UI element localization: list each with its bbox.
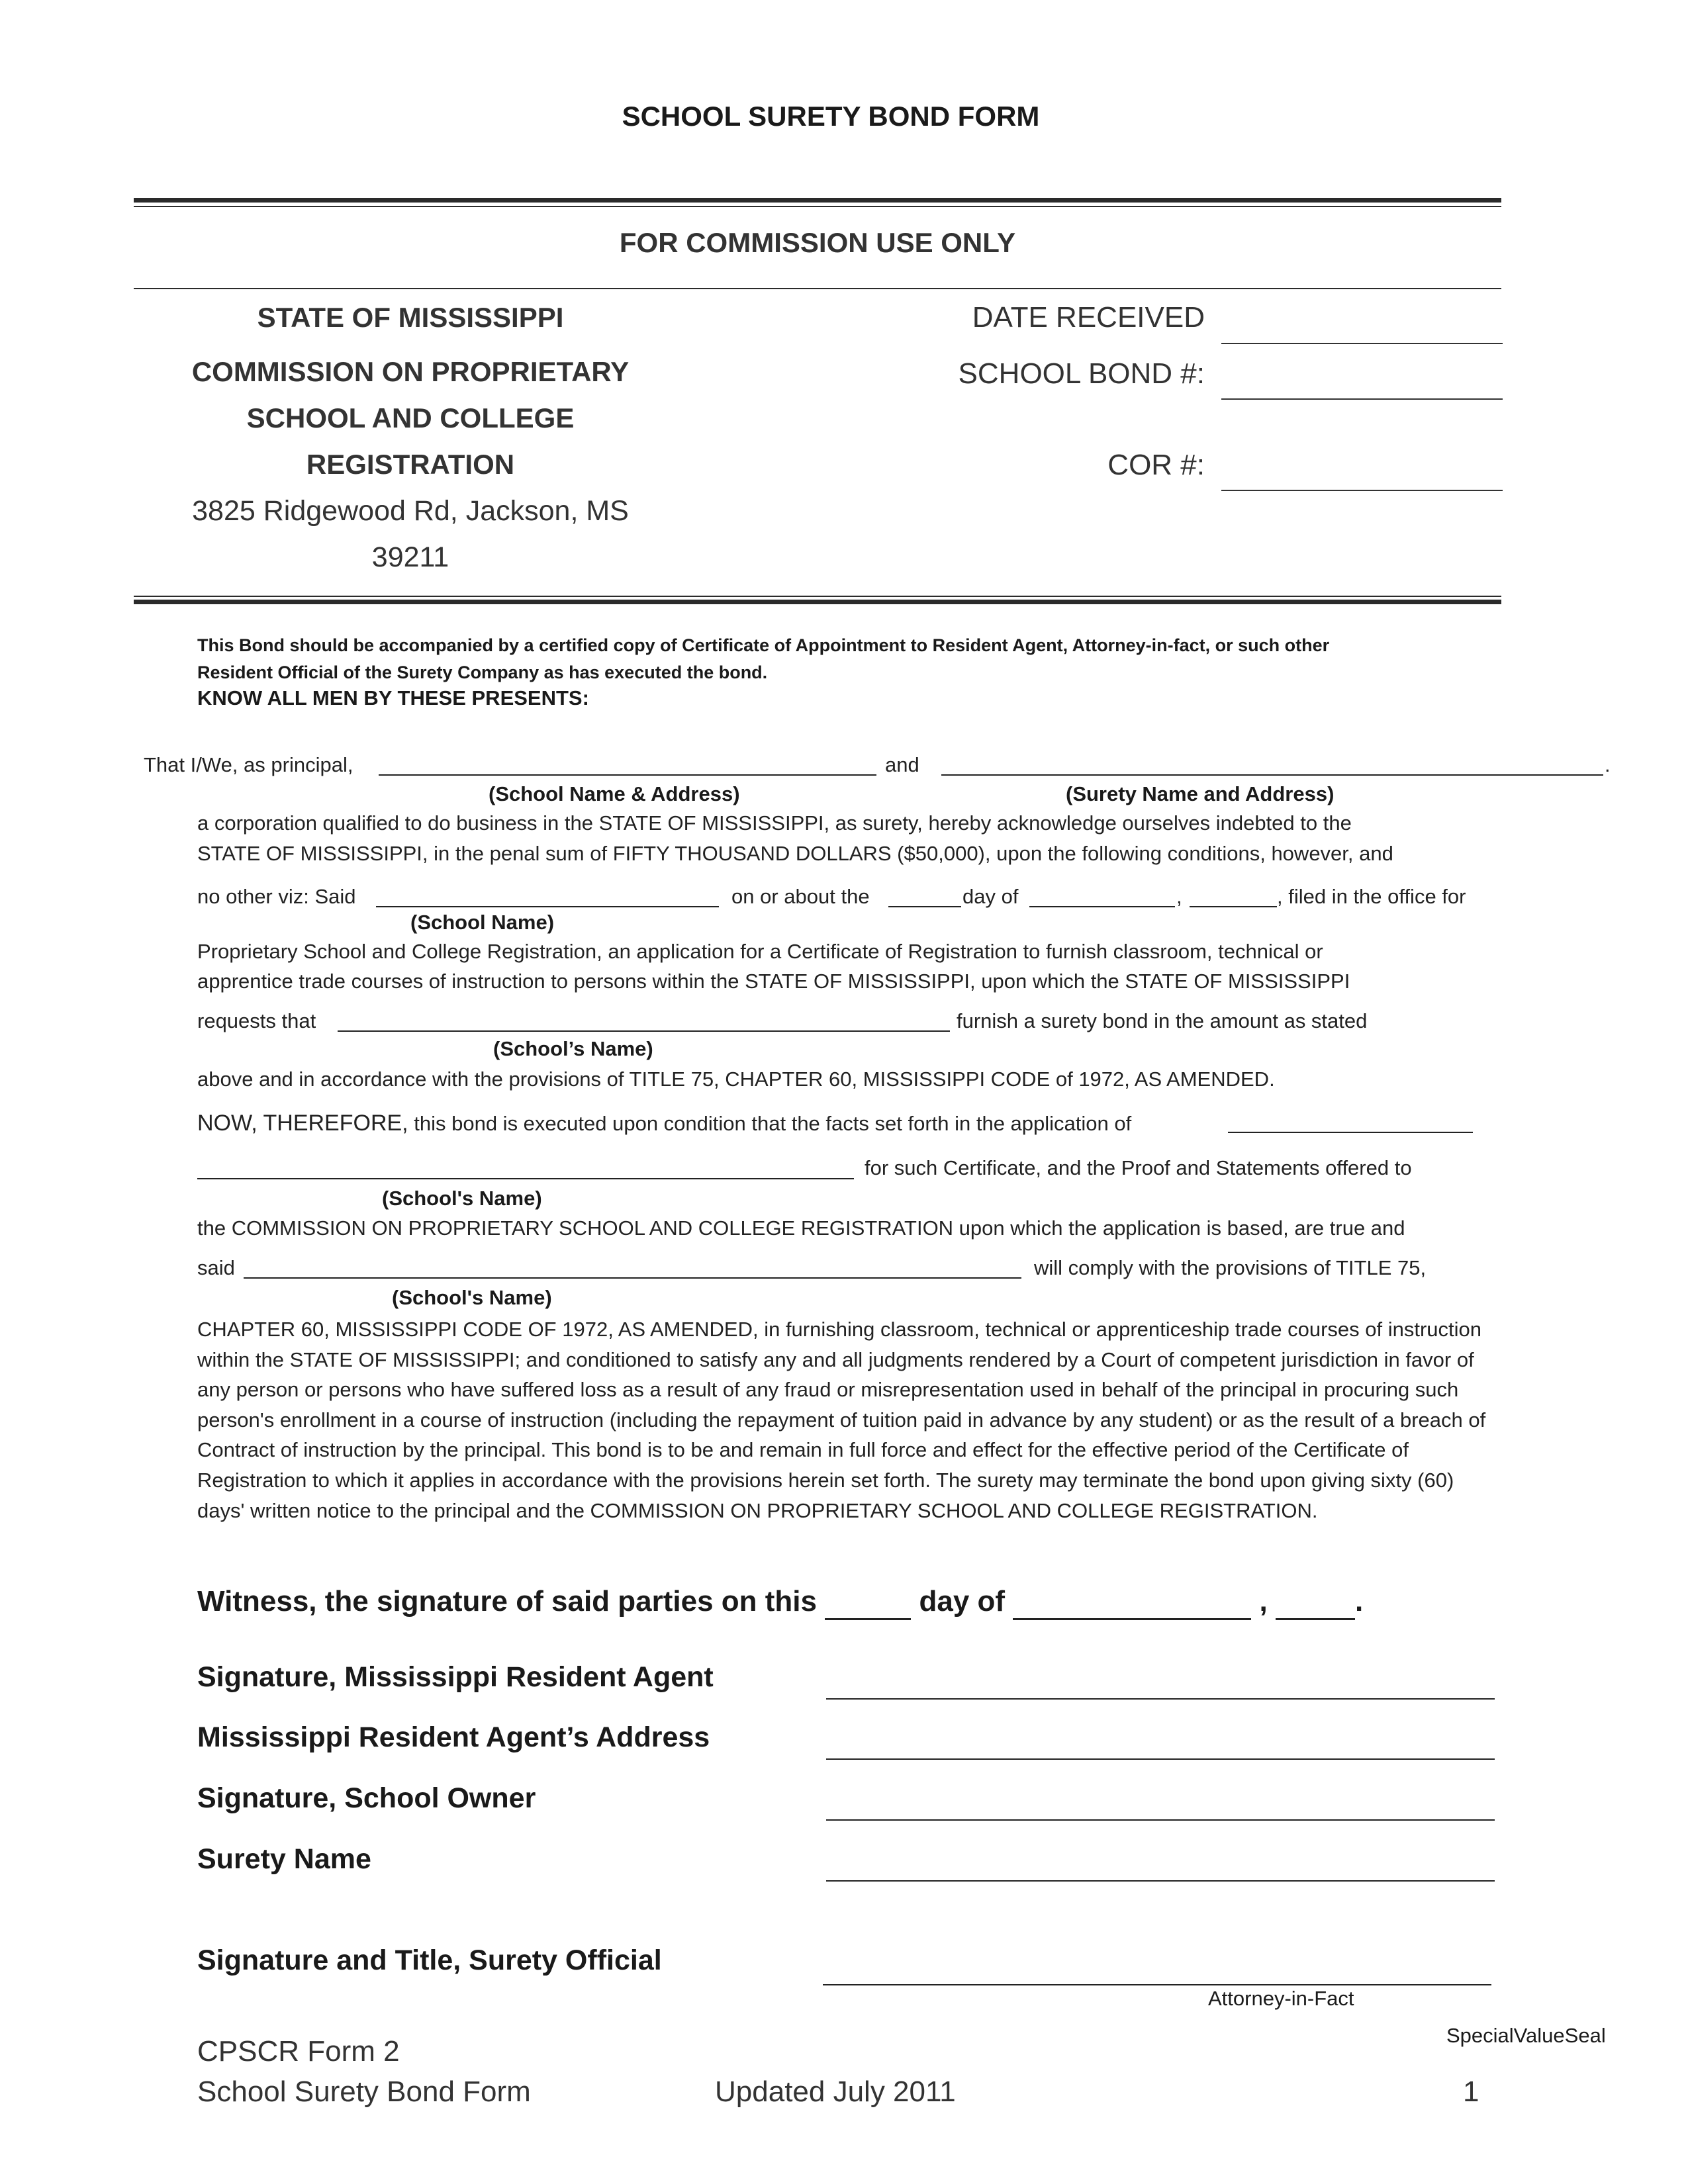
witness-period: . — [1354, 1585, 1364, 1617]
schools-name-caption-3: (School's Name) — [392, 1286, 552, 1309]
surety-name-label: Surety Name — [197, 1843, 371, 1875]
agency-line1: COMMISSION ON PROPRIETARY — [191, 356, 630, 387]
corp-line1: a corporation qualified to do business in the STATE OF MISSISSIPPI, as surety, hereby acknowledge ourselves indebted to the — [197, 811, 1352, 835]
month-field[interactable] — [1029, 906, 1175, 907]
furnish-text: furnish a surety bond in the amount as stated — [957, 1009, 1368, 1032]
witness-month-field[interactable] — [1013, 1585, 1251, 1620]
sig-agent-field[interactable] — [826, 1698, 1495, 1700]
will-comply-text: will comply with the provisions of TITLE 75, — [1034, 1256, 1427, 1279]
school-bond-label: SCHOOL BOND #: — [958, 357, 1205, 390]
witness-day-of: day of — [919, 1585, 1006, 1617]
on-about-text: on or about the — [731, 885, 870, 908]
agency-line3: REGISTRATION — [306, 449, 515, 480]
commission-rule — [134, 288, 1501, 289]
said-school-field[interactable] — [376, 906, 719, 907]
comma-text: , — [1176, 885, 1182, 908]
sig-surety-official-label: Signature and Title, Surety Official — [197, 1944, 662, 1976]
surety-name-address-caption: (Surety Name and Address) — [1066, 782, 1335, 805]
no-other-text: no other viz: Said — [197, 885, 356, 908]
day-field[interactable] — [888, 906, 961, 907]
commission-use-heading: FOR COMMISSION USE ONLY — [619, 227, 1016, 258]
corp-line2: STATE OF MISSISSIPPI, in the penal sum of FIFTY THOUSAND DOLLARS ($50,000), upon the following conditions, however, and — [197, 842, 1393, 865]
notice-line1: This Bond should be accompanied by a certified copy of Certificate of Appointment to Resident Agent, Attorney-in-fact, or such other — [197, 635, 1330, 655]
said-text: said — [197, 1256, 235, 1279]
now-therefore-rest: this bond is executed upon condition that the facts set forth in the application of — [414, 1112, 1132, 1135]
date-received-field[interactable] — [1221, 343, 1503, 344]
year-field[interactable] — [1190, 906, 1277, 907]
application-of-field[interactable] — [1228, 1132, 1473, 1133]
footer-form-name: School Surety Bond Form — [197, 2075, 531, 2108]
know-all-men: KNOW ALL MEN BY THESE PRESENTS: — [197, 686, 589, 709]
footer-page-number: 1 — [1463, 2075, 1479, 2108]
notice-line2: Resident Official of the Surety Company as has executed the bond. — [197, 662, 768, 682]
cor-field[interactable] — [1221, 490, 1503, 491]
and-text: and — [885, 753, 919, 776]
schools-name-caption: (School’s Name) — [493, 1037, 653, 1060]
witness-text: Witness, the signature of said parties on this — [197, 1585, 817, 1617]
schools-name-caption-2: (School's Name) — [382, 1187, 542, 1210]
bottom-rule — [134, 600, 1501, 604]
school-name-caption: (School Name) — [410, 911, 555, 934]
surety-name-sig-field[interactable] — [826, 1880, 1495, 1882]
footer-updated: Updated July 2011 — [715, 2075, 956, 2108]
sig-owner-label: Signature, School Owner — [197, 1782, 536, 1814]
school-bond-field[interactable] — [1221, 398, 1503, 400]
agency-line2: SCHOOL AND COLLEGE — [246, 402, 575, 433]
agency-address1: 3825 Ridgewood Rd, Jackson, MS — [192, 495, 629, 527]
attorney-in-fact-caption: Attorney-in-Fact — [1208, 1987, 1354, 2010]
for-such-text: for such Certificate, and the Proof and Statements offered to — [865, 1156, 1412, 1179]
cor-label: COR #: — [1107, 449, 1205, 481]
date-received-label: DATE RECEIVED — [972, 301, 1205, 334]
day-of-text: day of — [962, 885, 1019, 908]
principal-text: That I/We, as principal, — [144, 753, 353, 776]
the-commission-text: the COMMISSION ON PROPRIETARY SCHOOL AND COLLEGE REGISTRATION upon which the application is based, are true and — [197, 1216, 1405, 1240]
now-therefore: NOW, THEREFORE, — [197, 1111, 408, 1136]
witness-day-field[interactable] — [825, 1585, 911, 1620]
above-text: above and in accordance with the provisions of TITLE 75, CHAPTER 60, MISSISSIPPI CODE of 1972, AS AMENDED. — [197, 1068, 1275, 1091]
surety-name-field[interactable] — [941, 774, 1603, 776]
now-therefore-line — [197, 1111, 1131, 1136]
agent-address-field[interactable] — [826, 1758, 1495, 1760]
witness-comma: , — [1259, 1585, 1268, 1617]
agent-address-label: Mississippi Resident Agent’s Address — [197, 1721, 710, 1753]
prop-line1: Proprietary School and College Registration, an application for a Certificate of Registration to furnish classroom, technical or — [197, 940, 1323, 963]
top-rule-thin — [134, 206, 1501, 207]
footer-form-number: CPSCR Form 2 — [197, 2035, 400, 2068]
witness-line — [197, 1585, 1363, 1620]
page-title: SCHOOL SURETY BOND FORM — [622, 101, 1040, 132]
agency-address2: 39211 — [371, 541, 449, 573]
witness-year-field[interactable] — [1276, 1585, 1355, 1620]
sig-surety-official-field[interactable] — [823, 1984, 1491, 1985]
agency-state: STATE OF MISSISSIPPI — [257, 302, 564, 333]
said-school-name-field[interactable] — [244, 1277, 1021, 1279]
bottom-rule-thin — [134, 596, 1501, 597]
school-name-address-caption: (School Name & Address) — [489, 782, 740, 805]
agency-block — [172, 295, 649, 580]
conditions-paragraph: CHAPTER 60, MISSISSIPPI CODE OF 1972, AS AMENDED, in furnishing classroom, technical or apprenticeship trade courses of instruction within the STATE OF MISSISSIPPI; and conditioned to satisfy any and all judgments rendered by a Court of competent jurisdiction in favor of any person or persons who have suffered loss as a result of any fraud or misrepresentation used in behalf of the principal in procuring such person's enrollment in a course of instruction (including the repayment of tuition paid in advance by any student) or as the result of a breach of Contract of instruction by the principal. This bond is to be and remain in full force and effect for the effective period of the Certificate of Registration to which it applies in accordance with the provisions herein set forth. The surety may terminate the bond upon giving sixty (60) days' written notice to the principal and the COMMISSION ON PROPRIETARY SCHOOL AND COLLEGE REGISTRATION. — [197, 1318, 1486, 1522]
certificate-school-field[interactable] — [197, 1178, 854, 1179]
requests-school-field[interactable] — [338, 1030, 950, 1032]
special-value-seal: SpecialValueSeal — [1446, 2024, 1606, 2047]
principal-name-field[interactable] — [379, 774, 876, 776]
top-rule — [134, 198, 1501, 203]
period: . — [1605, 753, 1611, 776]
requests-text: requests that — [197, 1009, 316, 1032]
filed-text: , filed in the office for — [1277, 885, 1466, 908]
sig-agent-label: Signature, Mississippi Resident Agent — [197, 1661, 714, 1693]
sig-owner-field[interactable] — [826, 1819, 1495, 1821]
prop-line2: apprentice trade courses of instruction to persons within the STATE OF MISSISSIPPI, upon which the STATE OF MISSISSIPPI — [197, 970, 1350, 993]
